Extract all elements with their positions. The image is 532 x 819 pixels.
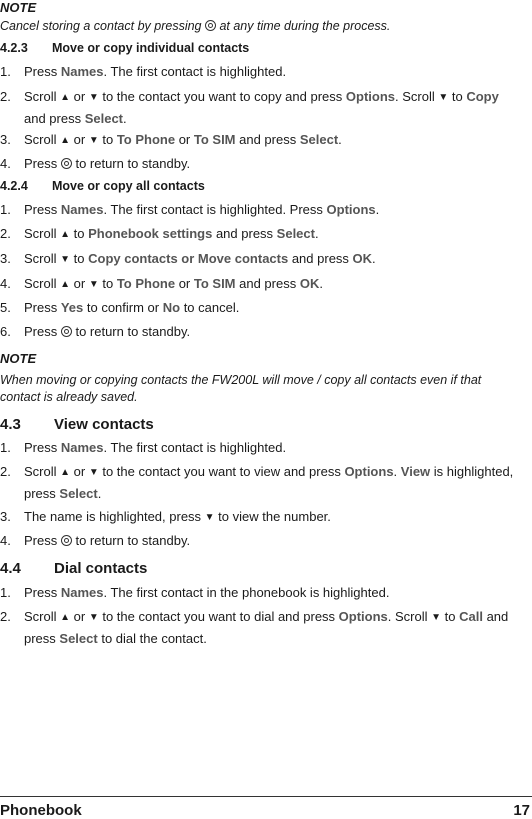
subsection-heading-4-2-4: 4.2.4 Move or copy all contacts: [0, 179, 205, 193]
section-heading-4-4: 4.4 Dial contacts: [0, 560, 148, 577]
down-arrow-icon: ▼: [88, 92, 99, 103]
list-item: 2. Scroll ▲ or ▼ to the contact you want to dial and press Options. Scroll ▼ to Call and press Select to dial the contact.: [0, 609, 509, 646]
list-item: 2. Scroll ▲ or ▼ to the contact you want to view and press Options. View is highlighted, press Select.: [0, 464, 514, 501]
list-item: 4. Press to return to standby.: [0, 156, 191, 171]
note-heading: NOTE: [0, 0, 37, 15]
down-arrow-icon: ▼: [438, 92, 449, 103]
list-item: 1. Press Names. The first contact is highlighted.: [0, 440, 287, 455]
section-heading-4-3: 4.3 View contacts: [0, 416, 154, 433]
ok-button-icon: [61, 326, 72, 337]
ok-button-icon: [61, 535, 72, 546]
down-arrow-icon: ▼: [88, 279, 99, 290]
ok-button-icon: [61, 158, 72, 169]
list-item: 2. Scroll ▲ or ▼ to the contact you want to copy and press Options. Scroll ▼ to Copy and press Select.: [0, 89, 499, 126]
down-arrow-icon: ▼: [88, 467, 99, 478]
down-arrow-icon: ▼: [431, 612, 442, 623]
list-item: 5. Press Yes to confirm or No to cancel.: [0, 300, 240, 315]
down-arrow-icon: ▼: [60, 254, 71, 265]
list-item: 1. Press Names. The first contact is highlighted. Press Options.: [0, 202, 380, 217]
page-number: 17: [513, 802, 530, 819]
list-item: 2. Scroll ▲ to Phonebook settings and press Select.: [0, 226, 319, 241]
up-arrow-icon: ▲: [60, 467, 71, 478]
down-arrow-icon: ▼: [88, 612, 99, 623]
list-item: 4. Scroll ▲ or ▼ to To Phone or To SIM and press OK.: [0, 276, 323, 291]
note-heading: NOTE: [0, 351, 37, 366]
list-item: 3. Scroll ▲ or ▼ to To Phone or To SIM and press Select.: [0, 132, 342, 147]
up-arrow-icon: ▲: [60, 229, 71, 240]
list-item: 3. Scroll ▼ to Copy contacts or Move contacts and press OK.: [0, 251, 376, 266]
list-item: 1. Press Names. The first contact is highlighted.: [0, 64, 287, 79]
down-arrow-icon: ▼: [204, 512, 215, 523]
subsection-heading-4-2-3: 4.2.3 Move or copy individual contacts: [0, 41, 250, 55]
up-arrow-icon: ▲: [60, 92, 71, 103]
footer-section-title: Phonebook: [0, 802, 82, 819]
list-item: 4. Press to return to standby.: [0, 533, 191, 548]
list-item: 3. The name is highlighted, press ▼ to view the number.: [0, 509, 331, 524]
footer-divider: [0, 796, 532, 797]
down-arrow-icon: ▼: [88, 135, 99, 146]
list-item: 1. Press Names. The first contact in the phonebook is highlighted.: [0, 585, 390, 600]
list-item: 6. Press to return to standby.: [0, 324, 191, 339]
up-arrow-icon: ▲: [60, 612, 71, 623]
ok-button-icon: [205, 20, 216, 31]
note-text: Cancel storing a contact by pressing at any time during the process.: [0, 19, 391, 33]
note-text: When moving or copying contacts the FW200L will move / copy all contacts even if that contact is already saved.: [0, 373, 482, 404]
up-arrow-icon: ▲: [60, 279, 71, 290]
up-arrow-icon: ▲: [60, 135, 71, 146]
